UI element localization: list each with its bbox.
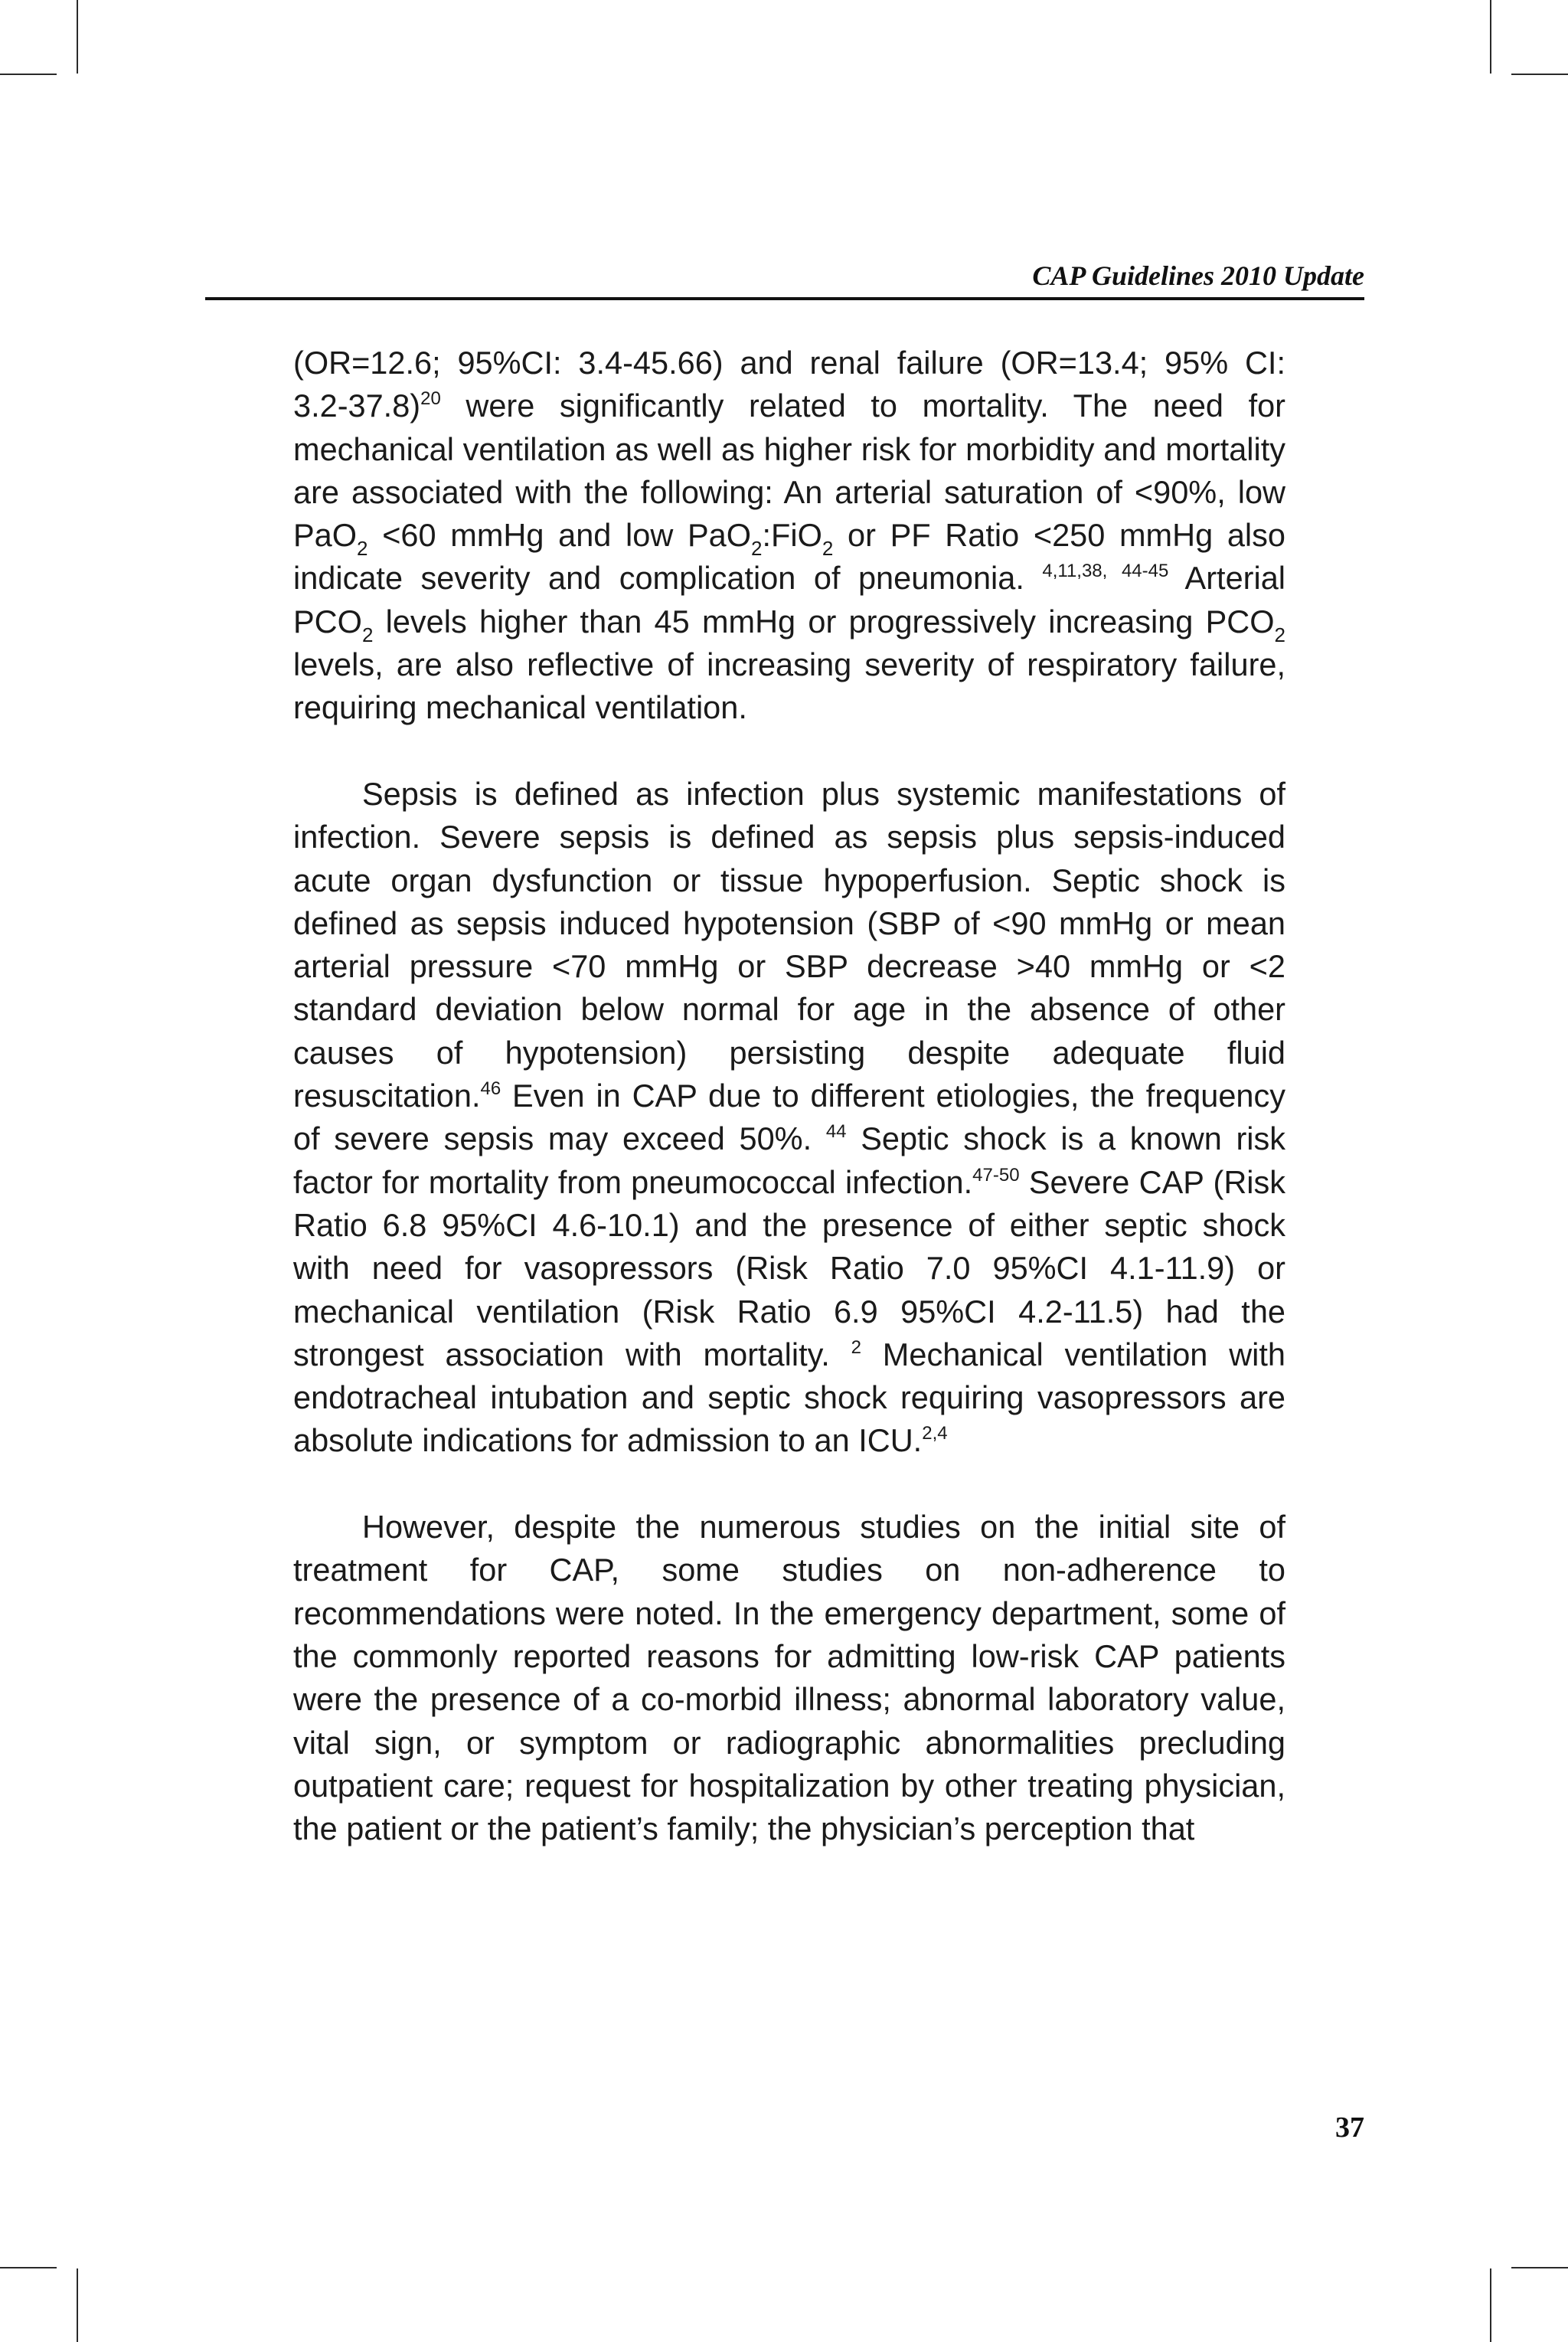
crop-mark-bottom-left [77,2268,78,2342]
crop-mark-top-left-h [0,74,57,75]
p1-text-3: <60 mmHg and low PaO [368,517,752,554]
p2-text-1: Sepsis is defined as infection plus systemic manifestations of infection. Severe sepsis is defined as sepsis plus sepsis-induced acute organ dysfunction or tissue hypoperfusion. Septic shock is defined as sepsis induced hypotension (SBP of <90 mmHg or mean arterial pressure <70 mmHg or SBP decrease >40 mmHg or <2 standard deviation below normal for age in the absence of other causes of hypotension) persisting despite adequate fluid resuscitation. [293,775,1285,1114]
p1-text-2: were significantly related to mortality. The need for mechanical ventilation as well as higher risk for morbidity and mortality are associated with the following: An arterial saturation of <90%, low PaO [293,388,1285,554]
crop-mark-top-right [1490,0,1491,74]
p2-text-4: Severe CAP (Risk Ratio 6.8 95%CI 4.6-10.1) and the presence of either septic shock with need for vasopressors (Risk Ratio 7.0 95%CI 4.1-11.9) or mechanical ventilation (Risk Ratio 6.9 95%CI 4.2-11.5) had the strongest association with mortality. [293,1163,1286,1372]
p1-text-6: Arterial PCO [293,560,1285,639]
p2-text-3: Septic shock is a known risk factor for mortality from pneumococcal infection. [293,1120,1286,1200]
crop-mark-bottom-right [1490,2268,1491,2342]
p3-text: However, despite the numerous studies on the initial site of treatment for CAP, some studies on non-adherence to recommendations were noted. In the emergency department, some of the commonly reported reasons for admitting low-risk CAP patients were the presence of a co-morbid illness; abnormal laboratory value, vital sign, or symptom or radiographic abnormalities precluding outpatient care; request for hospitalization by other treating physician, the patient or the patient’s family; the physician’s perception that [293,1509,1285,1847]
p1-text-4: :FiO [762,517,822,554]
p2-reference-5: 2,4 [922,1423,948,1444]
p2-reference-4: 2 [851,1336,861,1358]
crop-mark-top-left [77,0,78,74]
paragraph-gap [293,1463,1285,1506]
paragraph-2 [293,773,1285,1463]
p1-text-5: or PF Ratio <250 mmHg also indicate severity and complication of pneumonia. [293,517,1285,597]
p1-text-8: levels, are also reflective of increasing severity of respiratory failure, requiring mechanical ventilation. [293,646,1285,726]
p1-text-1: (OR=12.6; 95%CI: 3.4-45.66) and renal failure (OR=13.4; 95% CI: 3.2-37.8) [293,345,1285,424]
p1-reference-2: 4,11,38, 44-45 [1042,561,1169,582]
p1-text-7: levels higher than 45 mmHg or progressively increasing PCO [373,603,1275,639]
p2-text-2: Even in CAP due to different etiologies, the frequency of severe sepsis may exceed 50%. [293,1078,1285,1157]
header-rule [205,297,1364,300]
crop-mark-bottom-left-h [0,2267,57,2268]
p2-text-5: Mechanical ventilation with endotracheal intubation and septic shock requiring vasopressors are absolute indications for admission to an ICU. [293,1336,1285,1459]
paragraph-1 [293,342,1285,730]
paragraph-gap [293,730,1285,773]
p1-subscript-2: 2 [751,537,763,561]
p1-subscript-1: 2 [357,537,368,561]
paragraph-3 [293,1506,1285,1850]
body-text [293,342,1285,1850]
running-header: CAP Guidelines 2010 Update [1032,260,1364,291]
p2-reference-1: 46 [480,1078,501,1100]
crop-mark-bottom-right-h [1511,2267,1568,2268]
p2-reference-2: 44 [825,1121,847,1143]
p1-subscript-5: 2 [1274,623,1285,646]
p2-reference-3: 47-50 [972,1164,1020,1186]
crop-mark-top-right-h [1511,74,1568,75]
p1-subscript-4: 2 [361,623,374,646]
p1-reference-1: 20 [420,388,441,410]
p1-subscript-3: 2 [822,537,834,561]
page-number: 37 [1335,2111,1364,2144]
